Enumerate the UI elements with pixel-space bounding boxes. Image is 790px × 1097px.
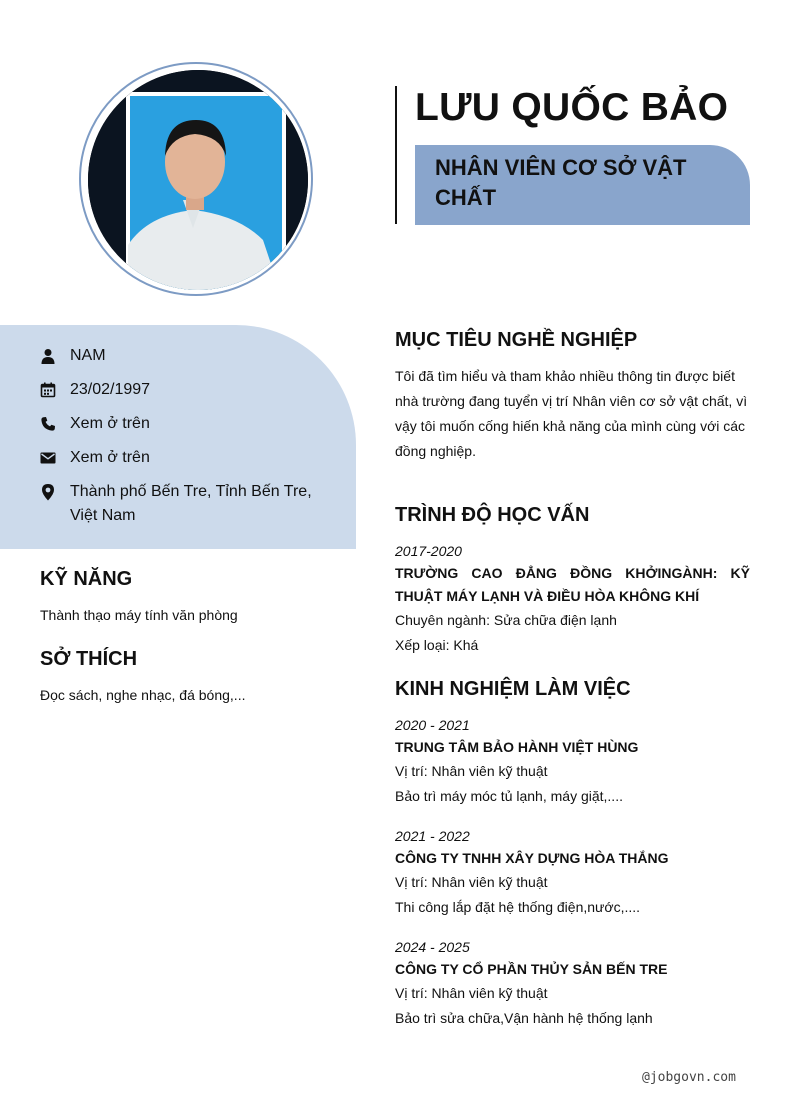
info-email — [40, 446, 330, 470]
education-major: Chuyên ngành: Sửa chữa điện lạnh — [395, 612, 617, 628]
job-title: NHÂN VIÊN CƠ SỞ VẬT CHẤT — [435, 155, 687, 210]
email-text: Xem ở trên — [70, 449, 150, 466]
location-pin-icon — [40, 480, 70, 504]
info-phone — [40, 412, 330, 436]
experience-description: Bảo trì máy móc tủ lạnh, máy giặt,.... — [395, 788, 623, 804]
header-divider — [395, 86, 397, 224]
footer-watermark: @jobgovn.com — [642, 1070, 736, 1085]
calendar-icon — [40, 378, 70, 402]
gender-text: NAM — [70, 347, 106, 364]
experience-heading: KINH NGHIỆM LÀM VIỆC — [395, 678, 631, 700]
objective-text: Tôi đã tìm hiểu và tham khảo nhiều thông tin được biết nhà trường đang tuyển vị trí Nhân viên cơ sở vật chất, vì vậy tôi muốn cống hiến khả năng của mình cùng với các đồng nghiệp. — [395, 368, 748, 459]
experience-period: 2021 - 2022 — [395, 828, 470, 844]
experience-period: 2024 - 2025 — [395, 939, 470, 955]
info-address — [40, 480, 330, 528]
job-title-box — [415, 145, 750, 225]
education-heading: TRÌNH ĐỘ HỌC VẤN — [395, 504, 590, 526]
experience-position: Vị trí: Nhân viên kỹ thuật — [395, 763, 548, 779]
experience-position: Vị trí: Nhân viên kỹ thuật — [395, 985, 548, 1001]
experience-description: Bảo trì sửa chữa,Vận hành hệ thống lạnh — [395, 1010, 653, 1026]
education-rank: Xếp loại: Khá — [395, 637, 479, 653]
address-text: Thành phố Bến Tre, Tỉnh Bến Tre, Việt Nam — [70, 483, 312, 524]
education-school: TRƯỜNG CAO ĐẲNG ĐỒNG KHỞINGÀNH: KỸ THUẬT MÁY LẠNH VÀ ĐIỀU HÒA KHÔNG KHÍ — [395, 565, 750, 604]
experience-company: CÔNG TY TNHH XÂY DỰNG HÒA THẮNG — [395, 850, 669, 866]
experience-description: Thi công lắp đặt hệ thống điện,nước,.... — [395, 899, 641, 915]
person-icon — [40, 344, 70, 368]
info-gender — [40, 344, 330, 368]
experience-period: 2020 - 2021 — [395, 717, 470, 733]
hobbies-heading: SỞ THÍCH — [40, 648, 138, 670]
experience-company: TRUNG TÂM BẢO HÀNH VIỆT HÙNG — [395, 739, 639, 755]
phone-icon — [40, 412, 70, 436]
experience-company: CÔNG TY CỔ PHẦN THỦY SẢN BẾN TRE — [395, 961, 668, 977]
mail-icon — [40, 446, 70, 470]
birthdate-text: 23/02/1997 — [70, 381, 151, 398]
skills-text: Thành thạo máy tính văn phòng — [40, 607, 238, 623]
info-birthdate — [40, 378, 330, 402]
hobbies-text: Đọc sách, nghe nhạc, đá bóng,... — [40, 687, 246, 703]
avatar — [88, 70, 308, 290]
skills-heading: KỸ NĂNG — [40, 568, 133, 590]
candidate-name: LƯU QUỐC BẢO — [415, 86, 729, 129]
education-period: 2017-2020 — [395, 543, 462, 559]
experience-position: Vị trí: Nhân viên kỹ thuật — [395, 874, 548, 890]
phone-text: Xem ở trên — [70, 415, 150, 432]
objective-heading: MỤC TIÊU NGHỀ NGHIỆP — [395, 329, 638, 351]
